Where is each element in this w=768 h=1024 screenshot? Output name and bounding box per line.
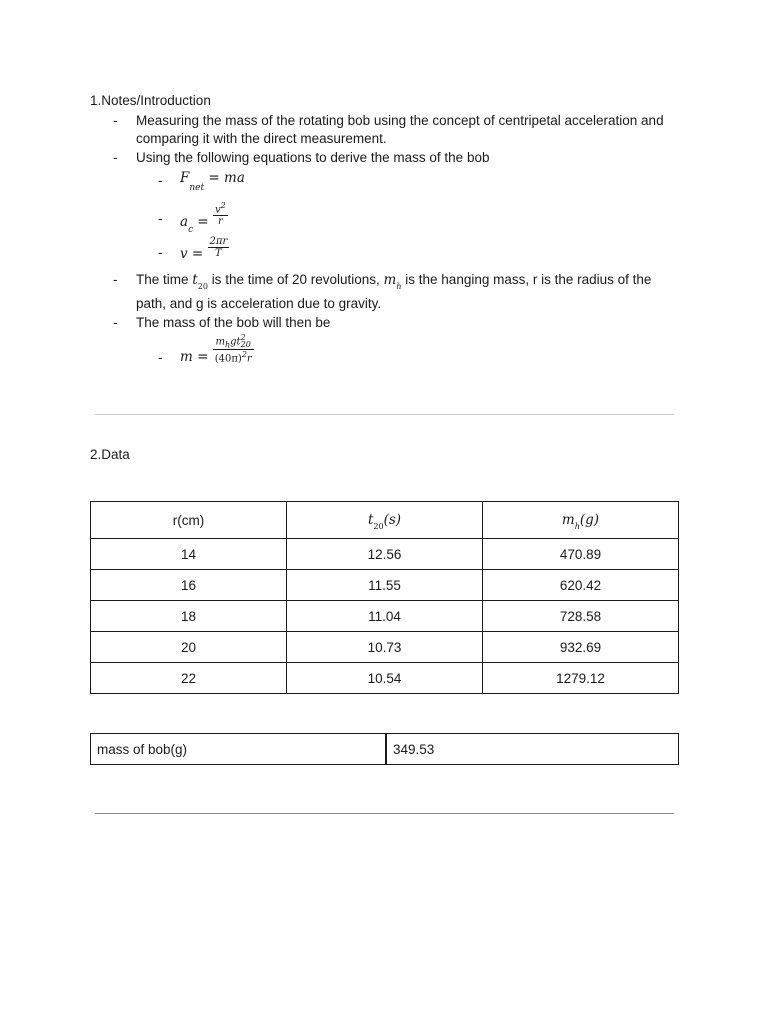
sub-bullet-dash: - <box>158 211 163 226</box>
cell-mh: 620.42 <box>483 570 679 601</box>
bullet1-line2: comparing it with the direct measurement. <box>136 131 387 146</box>
section1-heading: 1.Notes/Introduction <box>90 93 211 108</box>
bullet3-part3: is the hanging mass, r is the radius of the <box>405 272 652 287</box>
bullet3-part1: The time <box>136 272 189 287</box>
section2-heading: 2.Data <box>90 447 130 462</box>
header-r: r(cm) <box>91 502 287 539</box>
cell-mh: 932.69 <box>483 632 679 663</box>
cell-t20: 12.56 <box>287 539 483 570</box>
sub-bullet-dash: - <box>158 173 163 188</box>
bullet-dash: - <box>113 315 118 330</box>
bullet4-text: The mass of the bob will then be <box>136 315 331 330</box>
table-row <box>91 539 679 570</box>
mh-symbol: $m_h$ <box>383 272 402 291</box>
bullet3-line2: path, and g is acceleration due to gravity. <box>136 296 382 311</box>
bullet-dash: - <box>113 113 118 128</box>
bullet3-part2: is the time of 20 revolutions, <box>211 272 380 287</box>
t20-symbol: $t_{20}$ <box>192 272 208 291</box>
cell-t20: 11.04 <box>287 601 483 632</box>
cell-t20: 10.54 <box>287 663 483 694</box>
mass-table <box>90 733 679 765</box>
data-table <box>90 501 679 694</box>
sub-bullet-dash: - <box>158 350 163 365</box>
sub-bullet-dash: - <box>158 245 163 260</box>
equation-v: v = $\frac{2\pi r}{T}$ <box>180 236 228 262</box>
divider <box>95 414 674 415</box>
header-mh: $m_h(g)$ <box>483 502 679 539</box>
bullet3-line1 <box>136 271 651 291</box>
cell-mh: 470.89 <box>483 539 679 570</box>
equation-fnet: $F_{net}$ = ma <box>180 170 245 193</box>
cell-r: 16 <box>91 570 287 601</box>
table-row <box>91 570 679 601</box>
cell-mh: 728.58 <box>483 601 679 632</box>
mass-label: mass of bob(g) <box>91 734 387 765</box>
table-row <box>91 632 679 663</box>
equation-ac: $a_c$ = $\frac{v^2}{r}$ <box>180 201 226 235</box>
cell-r: 20 <box>91 632 287 663</box>
table-header-row <box>91 502 679 539</box>
divider <box>95 813 674 814</box>
bullet1-line1: Measuring the mass of the rotating bob using the concept of centripetal acceleration and <box>136 113 664 128</box>
bullet-dash: - <box>113 150 118 165</box>
bullet-dash: - <box>113 272 118 287</box>
cell-t20: 11.55 <box>287 570 483 601</box>
mass-row <box>91 734 679 765</box>
cell-r: 18 <box>91 601 287 632</box>
table-row <box>91 663 679 694</box>
mass-value: 349.53 <box>386 734 679 765</box>
cell-r: 14 <box>91 539 287 570</box>
cell-r: 22 <box>91 663 287 694</box>
header-t20: $t_{20}(s)$ <box>287 502 483 539</box>
cell-mh: 1279.12 <box>483 663 679 694</box>
cell-t20: 10.73 <box>287 632 483 663</box>
bullet2-text: Using the following equations to derive the mass of the bob <box>136 150 490 165</box>
table-row <box>91 601 679 632</box>
equation-m: m = $\frac{m_hgt^2_{20}}{(40\pi)^2r}$ <box>180 333 252 366</box>
